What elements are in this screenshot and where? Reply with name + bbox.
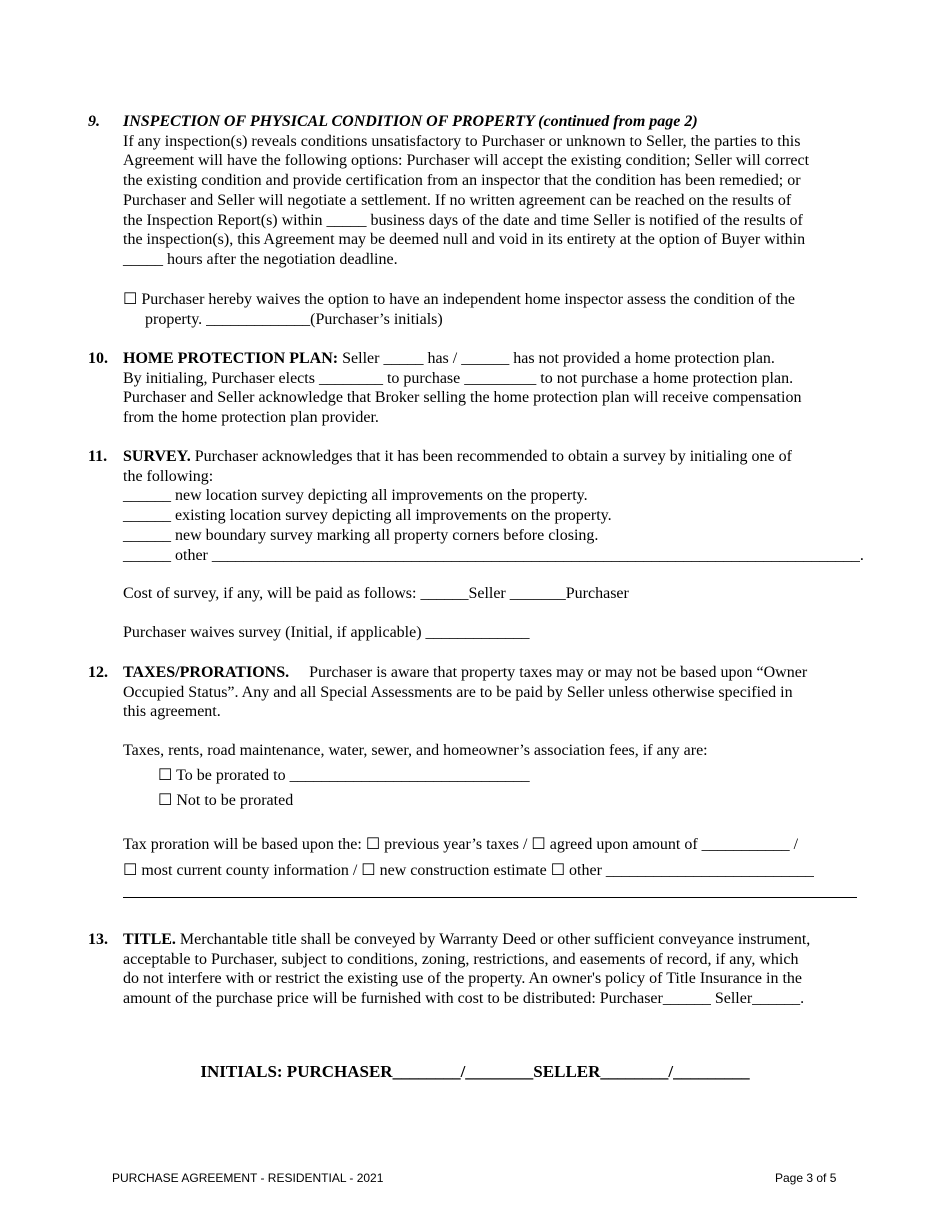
section-10	[88, 349, 868, 428]
section-10-line: from the home protection plan provider.	[123, 409, 379, 427]
proration-fees-line: Taxes, rents, road maintenance, water, sewer, and homeowner’s association fees, if any are:	[123, 742, 708, 759]
section-11-line: the following:	[123, 467, 214, 485]
survey-option-other: ______ other _________________________________________________________________________________.	[123, 546, 864, 564]
section-9-line: the Inspection Report(s) within _____ business days of the date and time Seller is notified of the results of	[123, 211, 803, 229]
section-10-line: Purchaser and Seller acknowledge that Broker selling the home protection plan will receive compensation	[123, 389, 802, 407]
section-9-line: the existing condition and provide certification from an inspector that the condition has been remedied; or	[123, 172, 801, 190]
section-9-number: 9.	[88, 113, 100, 130]
inspection-waiver	[88, 290, 868, 329]
tax-proration-line: Tax proration will be based upon the: ☐ previous year’s taxes / ☐ agreed upon amount of ___________ /	[123, 836, 799, 853]
section-13-line: Merchantable title shall be conveyed by Warranty Deed or other sufficient conveyance instrument,	[175, 931, 811, 948]
not-prorated-checkbox[interactable]: ☐	[158, 792, 173, 809]
section-9	[88, 112, 868, 270]
tax-proration-line: ☐ most current county information / ☐ new construction estimate ☐ other __________________________	[123, 862, 814, 879]
footer-title: PURCHASE AGREEMENT - RESIDENTIAL - 2021	[112, 1171, 384, 1185]
section-12-line: this agreement.	[123, 703, 221, 721]
section-10-line: By initialing, Purchaser elects ________ to purchase _________ to not purchase a home protection plan.	[123, 369, 794, 387]
inspection-waiver-text: Purchaser hereby waives the option to have an independent home inspector assess the condition of the	[141, 291, 795, 308]
inspection-waiver-checkbox[interactable]: ☐	[123, 291, 138, 308]
section-12	[88, 663, 868, 722]
section-10-heading: HOME PROTECTION PLAN:	[123, 350, 339, 367]
footer-page-number: Page 3 of 5	[775, 1171, 837, 1185]
proration-option-not-prorated	[88, 791, 868, 811]
survey-option-existing-location: ______ existing location survey depicting all improvements on the property.	[123, 507, 612, 525]
proration-fees	[88, 741, 868, 761]
tax-proration-basis-2	[88, 861, 868, 881]
section-12-line: Occupied Status”. Any and all Special Assessments are to be paid by Seller unless otherwise specified in	[123, 683, 793, 701]
not-prorated-label: Not to be prorated	[176, 792, 294, 809]
section-11-number: 11.	[88, 448, 108, 465]
section-12-heading: TAXES/PRORATIONS.	[123, 664, 290, 681]
proration-underline	[123, 897, 857, 898]
section-13-line: acceptable to Purchaser, subject to conditions, zoning, restrictions, and easements of record, if any, which	[123, 950, 799, 968]
survey-cost	[88, 584, 868, 604]
section-13	[88, 930, 868, 1009]
section-9-line: _____ hours after the negotiation deadline.	[123, 250, 398, 268]
survey-cost-line: Cost of survey, if any, will be paid as follows: ______Seller _______Purchaser	[123, 585, 629, 602]
section-9-line: If any inspection(s) reveals conditions unsatisfactory to Purchaser or unknown to Seller, the parties to this	[123, 132, 801, 150]
section-13-heading: TITLE.	[123, 931, 176, 948]
section-13-number: 13.	[88, 931, 108, 948]
section-13-line: amount of the purchase price will be furnished with cost to be distributed: Purchaser______ Seller______.	[123, 990, 805, 1008]
tax-proration-basis	[88, 835, 868, 855]
section-11-line: Purchaser acknowledges that it has been recommended to obtain a survey by initialing one of	[190, 448, 792, 465]
section-9-heading: INSPECTION OF PHYSICAL CONDITION OF PROPERTY (continued from page 2)	[123, 113, 698, 130]
survey-option-new-location: ______ new location survey depicting all improvements on the property.	[123, 487, 588, 505]
section-11	[88, 447, 868, 565]
proration-option-prorated	[88, 766, 868, 786]
section-9-line: Purchaser and Seller will negotiate a settlement. If no written agreement can be reached on the results of	[123, 191, 792, 209]
section-9-line: the inspection(s), this Agreement may be deemed null and void in its entirety at the option of Buyer within	[123, 231, 806, 249]
survey-waive	[88, 623, 868, 643]
section-10-line: Seller _____ has / ______ has not provided a home protection plan.	[338, 350, 775, 367]
section-10-number: 10.	[88, 350, 108, 367]
initials-line: INITIALS: PURCHASER________/________SELLER________/_________	[200, 1062, 750, 1081]
section-9-line: Agreement will have the following options: Purchaser will accept the existing condition; Seller will correct	[123, 152, 810, 170]
section-11-heading: SURVEY.	[123, 448, 191, 465]
prorated-checkbox[interactable]: ☐	[158, 767, 173, 784]
inspection-waiver-initials: property. _____________(Purchaser’s initials)	[145, 310, 443, 328]
section-12-number: 12.	[88, 664, 108, 681]
section-12-line: Purchaser is aware that property taxes may or may not be based upon “Owner	[289, 664, 808, 681]
prorated-label: To be prorated to ______________________________	[176, 767, 530, 784]
survey-waive-line: Purchaser waives survey (Initial, if applicable) _____________	[123, 624, 530, 641]
survey-option-new-boundary: ______ new boundary survey marking all property corners before closing.	[123, 526, 599, 544]
section-13-line: do not interfere with or restrict the existing use of the property. An owner's policy of Title Insurance in the	[123, 970, 803, 988]
